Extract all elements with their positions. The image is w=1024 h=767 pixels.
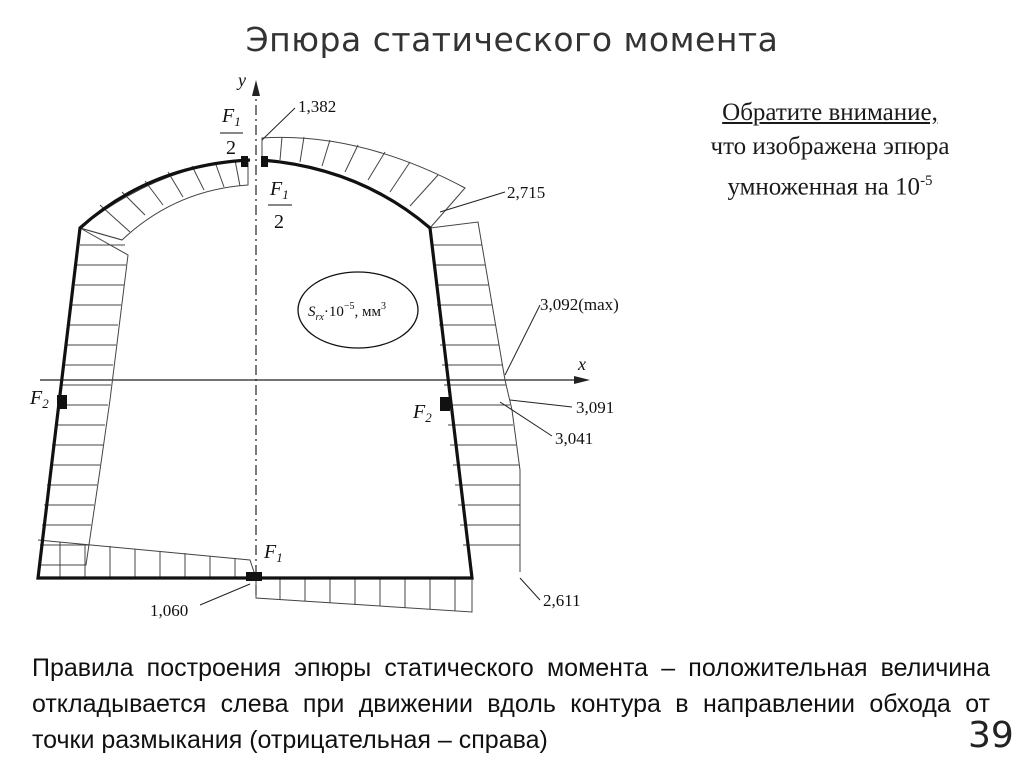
value-1060: 1,060: [150, 601, 189, 620]
axes: [40, 85, 585, 595]
slide-number: 39: [968, 715, 1014, 756]
notice-line-1: Обратите внимание,: [722, 99, 938, 126]
svg-text:F2: $F_2$: [30, 387, 49, 411]
notice-box: [640, 96, 1020, 204]
unit-label: $S_{rx}\cdot 10^{-5}$, $мм^3$: [308, 301, 386, 323]
value-2611: 2,611: [543, 591, 581, 610]
value-2715: 2,715: [507, 183, 546, 202]
svg-text:F1: $F_1$: [222, 105, 241, 129]
axis-x-label: x: [578, 354, 586, 374]
svg-text:F1: $F_1$: [264, 541, 283, 565]
value-3092: 3,092(max): [540, 295, 619, 314]
epure-left-wall: [38, 228, 128, 565]
notice-exponent: -5: [920, 173, 933, 189]
notice-line-3: [640, 164, 1020, 204]
value-1382: 1,382: [298, 97, 337, 116]
epure-top-right: [262, 137, 465, 228]
value-3091: 3,091: [576, 398, 615, 417]
rule-text: Правила построения эпюры статического момента – положительная величина откладывается слева при движении вдоль контура в направлении обхода от точки размыкания (отрицательная – справа): [32, 654, 990, 754]
axis-y-label: y: [238, 70, 246, 90]
slide-title: Эпюра статического момента: [245, 20, 779, 59]
epure-top-left: [80, 160, 248, 240]
value-3041: 3,041: [555, 429, 594, 448]
section-contour: [38, 160, 472, 578]
notice-line-2: что изображена эпюра: [710, 133, 950, 160]
static-moment-diagram: [0, 60, 660, 640]
svg-text:2: 2: [274, 211, 284, 233]
svg-text:2: 2: [226, 137, 236, 159]
svg-text:F2: $F_2$: [413, 401, 432, 425]
svg-text:F1: $F_1$: [270, 178, 289, 202]
x-axis-arrow: [574, 376, 590, 384]
y-axis-arrow: [252, 80, 260, 96]
notice-multiplier: умноженная на 10: [727, 173, 921, 201]
